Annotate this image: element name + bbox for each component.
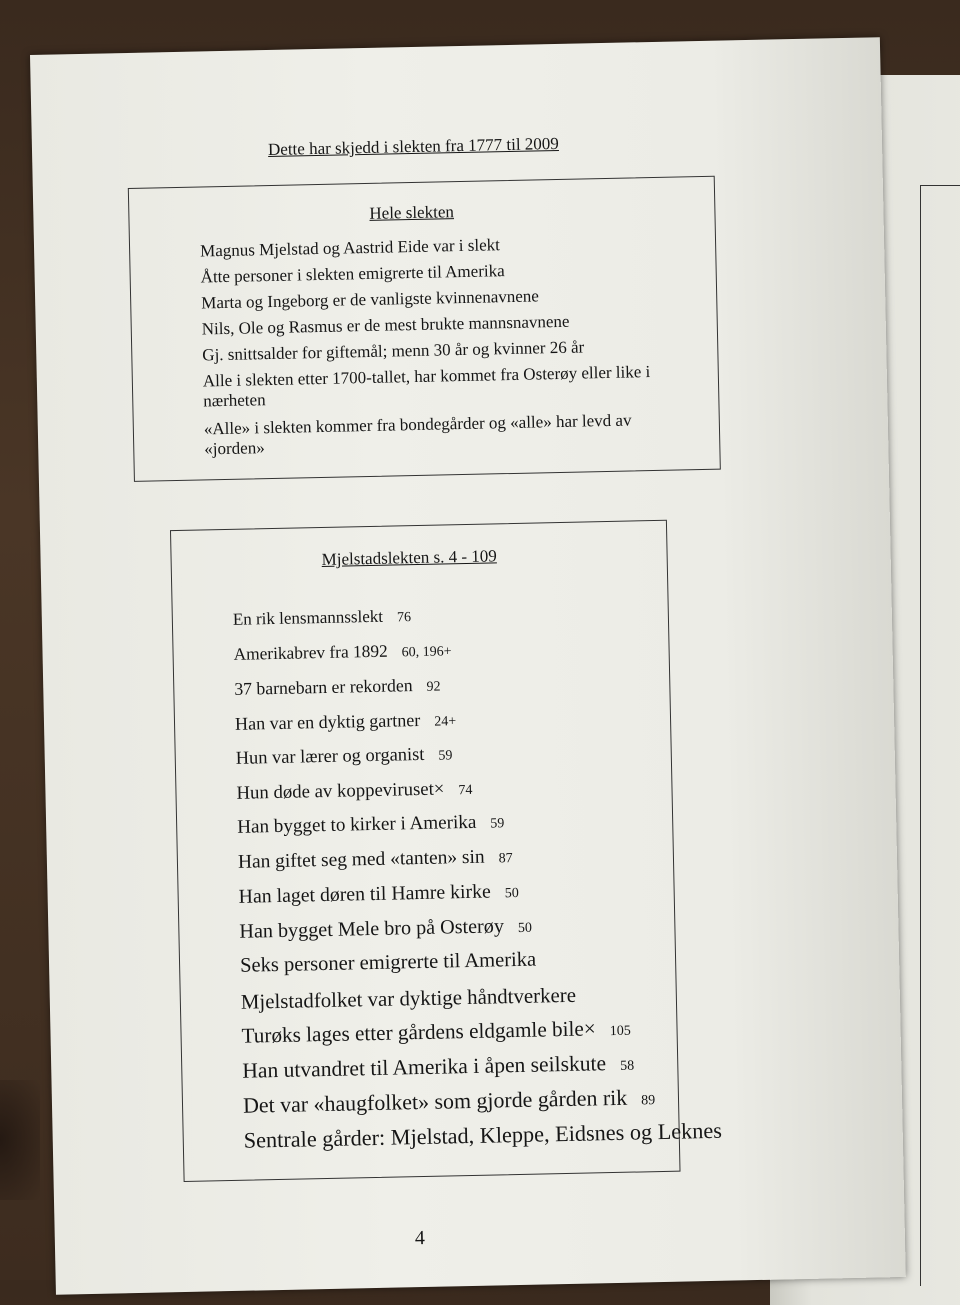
story-item [234,675,441,700]
story-item [240,948,550,977]
story-text: Han var en dyktig gartner [235,709,421,733]
story-text: Seks personer emigrerte til Amerika [240,949,536,977]
mjelstad-family-title: Mjelstadslekten s. 4 - 109 [321,546,497,570]
story-page-ref: 60, 196+ [402,644,452,660]
story-text: Hun var lærer og organist [236,744,425,768]
story-page-ref: 50 [505,886,519,901]
story-page-ref: 105 [610,1024,631,1039]
whole-family-box [128,176,721,482]
story-page-ref: 59 [438,748,452,763]
story-item [244,1117,737,1153]
story-page-ref: 76 [397,610,411,625]
story-text: Han utvandret til Amerika i åpen seilskute [242,1051,606,1083]
fact-item: Åtte personer i slekten emigrerte til Amerika [200,257,680,287]
story-item [237,811,505,839]
story-page-ref: 92 [426,680,440,695]
story-item [233,606,412,630]
story-item [233,640,451,665]
story-page-ref: 59 [490,816,504,831]
whole-family-title: Hele slekten [369,202,454,224]
fact-item: Magnus Mjelstad og Aastrid Eide var i slekt [200,231,680,261]
page-heading: Dette har skjedd i slekten fra 1777 til 2009 [268,134,559,160]
story-item [238,846,513,874]
fact-item: Alle i slekten etter 1700-tallet, har kommet fra Osterøy eller like i nærheten [203,361,684,411]
story-text: 37 barnebarn er rekorden [234,675,413,699]
mjelstad-family-box [170,520,681,1182]
story-item [236,743,453,769]
story-page-ref: 89 [641,1093,655,1108]
story-text: Han bygget to kirker i Amerika [237,812,477,838]
story-text: Turøks lages etter gårdens eldgamle bile× [241,1016,596,1047]
story-text: En rik lensmannsslekt [233,607,384,629]
story-item [241,982,591,1014]
book-page [30,37,906,1295]
story-page-ref: 50 [518,920,532,935]
story-item [242,1050,634,1083]
facing-page-box-edge [920,185,960,1286]
story-text: Hun døde av koppeviruset× [236,778,444,803]
story-item [239,914,532,943]
story-text: Han giftet seg med «tanten» sin [238,846,485,872]
page-number: 4 [415,1227,425,1250]
story-text: Mjelstadfolket var dyktige håndtverkere [241,982,577,1013]
fact-item: Nils, Ole og Rasmus er de mest brukte mannsnavnene [202,309,682,339]
story-item [235,709,457,735]
story-item [243,1084,656,1119]
story-item [236,777,472,804]
story-text: Sentrale gårder: Mjelstad, Kleppe, Eidsnes og Leknes [244,1117,723,1152]
story-page-ref: 74 [458,782,472,797]
fact-item: «Alle» i slekten kommer fra bondegårder og «alle» har levd av «jorden» [204,409,685,459]
fact-item: Marta og Ingeborg er de vanligste kvinnenavnene [201,283,681,313]
story-item [238,880,519,909]
fact-item: Gj. snittsalder for giftemål; menn 30 år og kvinner 26 år [202,335,682,365]
story-page-ref: 24+ [434,714,456,729]
story-item [241,1016,631,1049]
story-text: Amerikabrev fra 1892 [233,641,387,663]
story-page-ref: 87 [498,851,512,866]
story-text: Han bygget Mele bro på Osterøy [239,915,504,943]
story-text: Det var «haugfolket» som gjorde gården rik [243,1085,628,1118]
story-page-ref: 58 [620,1058,634,1073]
story-text: Han laget døren til Hamre kirke [238,881,491,908]
finger-shadow [0,1080,40,1200]
